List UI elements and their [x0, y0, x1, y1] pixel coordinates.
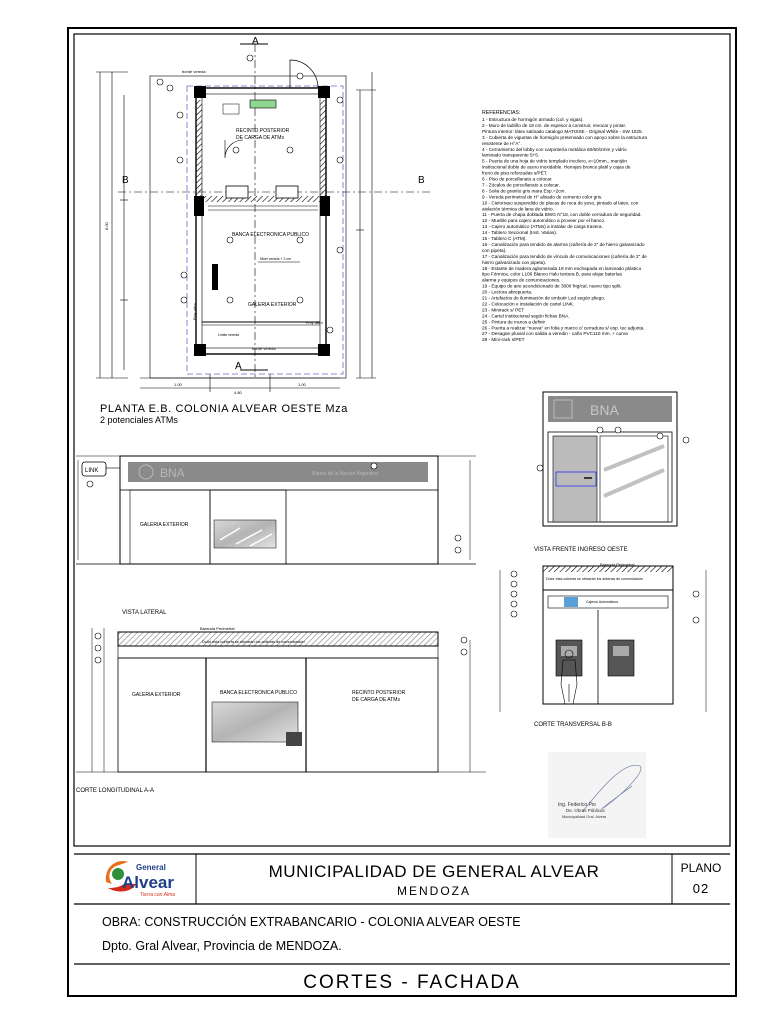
reference-item: freno de piso reforzadas s/PET. [482, 170, 548, 176]
reference-item: 8 - Solia de granito gris mara Esp.=2cm. [482, 188, 566, 194]
reference-item: 13 - Cajero automático (ATMs) a instalar de carga trasera. [482, 224, 603, 230]
references-list [482, 110, 647, 342]
plan-note-limite: Limite vereda [218, 333, 240, 337]
reference-item: 15 - Tablero C (ATM). [482, 236, 527, 241]
engineer-signature-stamp [548, 752, 646, 838]
reference-item: aislación térmica de lana de vidrio. [482, 206, 554, 212]
logo-word-big: Alvear [122, 873, 174, 892]
reference-item: 18 - Estante de madera aglomerada 19 mm enchapada en laminado plástico [482, 265, 642, 271]
reference-item: 12 - Mueble para cajero automático a proveer por el banco. [482, 218, 606, 224]
reference-item: 28 - Mini-rack s/PET [482, 337, 525, 343]
plan-room-recinto-2: DE CARGA DE ATMs [236, 135, 284, 141]
sheet-title: CORTES - FACHADA [303, 972, 521, 993]
logo-tagline: Tierra con Alma [140, 892, 176, 898]
reference-item: laminado transparente 5+5. [482, 152, 540, 158]
long-room-banca: BANCA ELECTRONICA PUBLICO [220, 690, 297, 696]
drawing-area-frame [74, 34, 730, 846]
reference-item: 6 - Piso de porcellanato a colocar. [482, 176, 553, 182]
reference-item: 19 - Equipo de aire acondicionado de 3000 frig/cal, nuevo tipo split. [482, 283, 622, 289]
municipality-name: MUNICIPALIDAD DE GENERAL ALVEAR [268, 862, 600, 881]
reference-item: Pintura interior: látex satinado catalogo MATISSE - Original White - SW 1025. [482, 128, 643, 134]
plan-section-mark-a-top: A [252, 36, 259, 47]
reference-item: 17 - Canalización para tendido de vínculo de comunicaciones (cañería de 2" de [482, 253, 647, 259]
plan-note-proy-alero-right: Proy. alero [306, 321, 323, 325]
reference-item: 11 - Puerta de chapa doblada BWG N°18, con doble cerradura de seguridad. [482, 212, 642, 218]
reference-item: 21 - Artefactos de iluminación de embutir Led según pliego. [482, 295, 606, 301]
plan-dim-width: 4.80 [234, 390, 242, 395]
reference-item: 2 - Muro de ladrillo de 18 cm. de espesor a construir, revocar y pintar. [482, 122, 627, 128]
long-room-galeria: GALERIA EXTERIOR [132, 692, 181, 698]
reference-item: 1 - Estructura de hormigón armado (col. y vigas). [482, 117, 584, 122]
link-sign-text: LINK [85, 468, 99, 474]
location-line: Dpto. Gral Alvear, Provincia de MENDOZA. [102, 939, 342, 953]
reference-item: 22 - Colocación e instalación de cartel LINK. [482, 301, 575, 307]
front-sign-text: BNA [590, 402, 619, 418]
reference-item: 4 - Cerramiento del lobby con carpintería metálica 60/60/2mm y vidrio [482, 146, 627, 152]
long-note-top: Baranda Perimetral [200, 626, 235, 631]
plan-note-nivel: Nivel vereda + 2 cm [260, 257, 292, 261]
corte-transversal-section [500, 562, 706, 728]
plan-view [96, 36, 432, 425]
plan-title: PLANTA E.B. COLONIA ALVEAR OESTE Mza [100, 403, 348, 415]
plan-room-banca: BANCA ELECTRONICA PUBLICO [232, 232, 309, 238]
corte-longitudinal-section [76, 626, 486, 794]
province-name: MENDOZA [397, 884, 471, 898]
reference-item: 24 - Cartel institucional según fichas BNA. [482, 313, 570, 319]
reference-item: 25 - Pintura de muros a definir [482, 319, 546, 325]
alvear-logo [106, 861, 175, 898]
signature-line-3: Municipalidad Gral. Alvear [562, 815, 607, 819]
reference-item: 16 - Canalización para tendido de alarma (cañería de 2" de hierro galvanizado [482, 241, 645, 247]
reference-item: 7 - Zócalos de porcellanato a colocar. [482, 182, 560, 188]
trans-note-sub: Dolor esta cubierta se ubicarán los antenas de comunicación [546, 577, 644, 581]
reference-item: 27 - Desagüe pluvial con salida a veredin - caño PVC110 mm. + curva [482, 331, 628, 337]
reference-item: 3 - Cubierta de viguetas de hormigón pretensado con apoyo sobre la estructura [482, 134, 647, 140]
reference-item: 23 - Minirack s/ PET [482, 307, 525, 313]
long-note-sub: Dolor esta cubierta se ubicarán los antenas de comunicación [202, 640, 305, 644]
plan-dim-a: 1.00 [174, 382, 182, 387]
lateral-sign-text: BNA [160, 466, 185, 480]
reference-item: 5 - Puerta de una hoja de vidrio templado incoloro, e=10mm., manijón [482, 158, 628, 164]
plan-note-borde-top: borde vereda [182, 69, 206, 74]
obra-line: OBRA: CONSTRUCCIÓN EXTRABANCARIO - COLONIA ALVEAR OESTE [102, 915, 521, 929]
reference-item: 9 - Vereda perimetral de H° alisado de cemento color gris. [482, 194, 603, 200]
plan-section-mark-b-left: B [122, 175, 129, 186]
vista-frente-elevation [534, 392, 689, 553]
trans-note-top: Baranda Perimetral [600, 562, 635, 567]
reference-item: tipo Fórmica, color L106 Blanco Halo textura B, para alojar baterías [482, 271, 622, 277]
reference-item: alarma y equipos de comunicaciones. [482, 277, 561, 283]
lateral-room-galeria: GALERIA EXTERIOR [140, 522, 189, 528]
plano-label: PLANO [680, 861, 722, 875]
plan-dim-b: 1.00 [298, 382, 306, 387]
title-block [74, 854, 730, 993]
plan-note-proy-alero-left: Proy. alero [193, 303, 197, 320]
reference-item: 14 - Tablero Seccional (Inst. Varias). [482, 230, 558, 236]
front-caption: VISTA FRENTE INGRESO OESTE [534, 547, 628, 553]
plan-section-mark-a-bottom: A [235, 361, 242, 372]
plan-room-galeria: GALERIA EXTERIOR [248, 302, 297, 308]
reference-item: institucional doble de acero inoxidable. Herrajes bronce platil y cajas de [482, 164, 631, 170]
plan-note-borde-bottom: borde vereda [252, 346, 276, 351]
long-caption: CORTE LONGITUDINAL A-A [76, 788, 155, 794]
signature-line-1: Ing. Federico Pio [558, 802, 596, 808]
references-heading: REFERENCIAS: [482, 110, 521, 116]
reference-item: con pipeta). [482, 247, 507, 253]
sheet-border-outer [68, 28, 736, 996]
reference-item: 20 - Lectora abrepuerta. [482, 289, 533, 295]
signature-line-2: De. Obras Públicas [566, 808, 605, 813]
plan-subtitle: 2 potenciales ATMs [100, 415, 178, 425]
plan-dim-depth: 8.00 [104, 222, 109, 230]
trans-sign: Cajeros Automáticos [586, 600, 619, 604]
vista-lateral-elevation [76, 456, 476, 616]
reference-item: 10 - Cielorraso suspendido de placas de roca de yeso, pintado al latex, con [482, 200, 639, 206]
long-room-recinto-2: DE CARGA DE ATMs [352, 697, 400, 703]
lateral-sign-sub: Banco de la Nación Argentina [312, 471, 378, 477]
plan-section-mark-b-right: B [418, 175, 425, 186]
plan-room-recinto-1: RECINTO POSTERIOR [236, 128, 290, 134]
reference-item: 26 - Puerta a realizar "nueva" en folia y marco c/ cerradura s/ esp. tec adjunta. [482, 325, 645, 331]
logo-word-small: General [136, 863, 166, 872]
long-room-recinto-1: RECINTO POSTERIOR [352, 690, 406, 696]
plano-number: 02 [692, 881, 710, 896]
reference-item: hierro galvanizado con pipeta). [482, 259, 547, 265]
trans-caption: CORTE TRANSVERSAL B-B [534, 722, 612, 728]
reference-item: resistente de H°A°. [482, 140, 522, 146]
lateral-caption: VISTA LATERAL [122, 610, 167, 616]
